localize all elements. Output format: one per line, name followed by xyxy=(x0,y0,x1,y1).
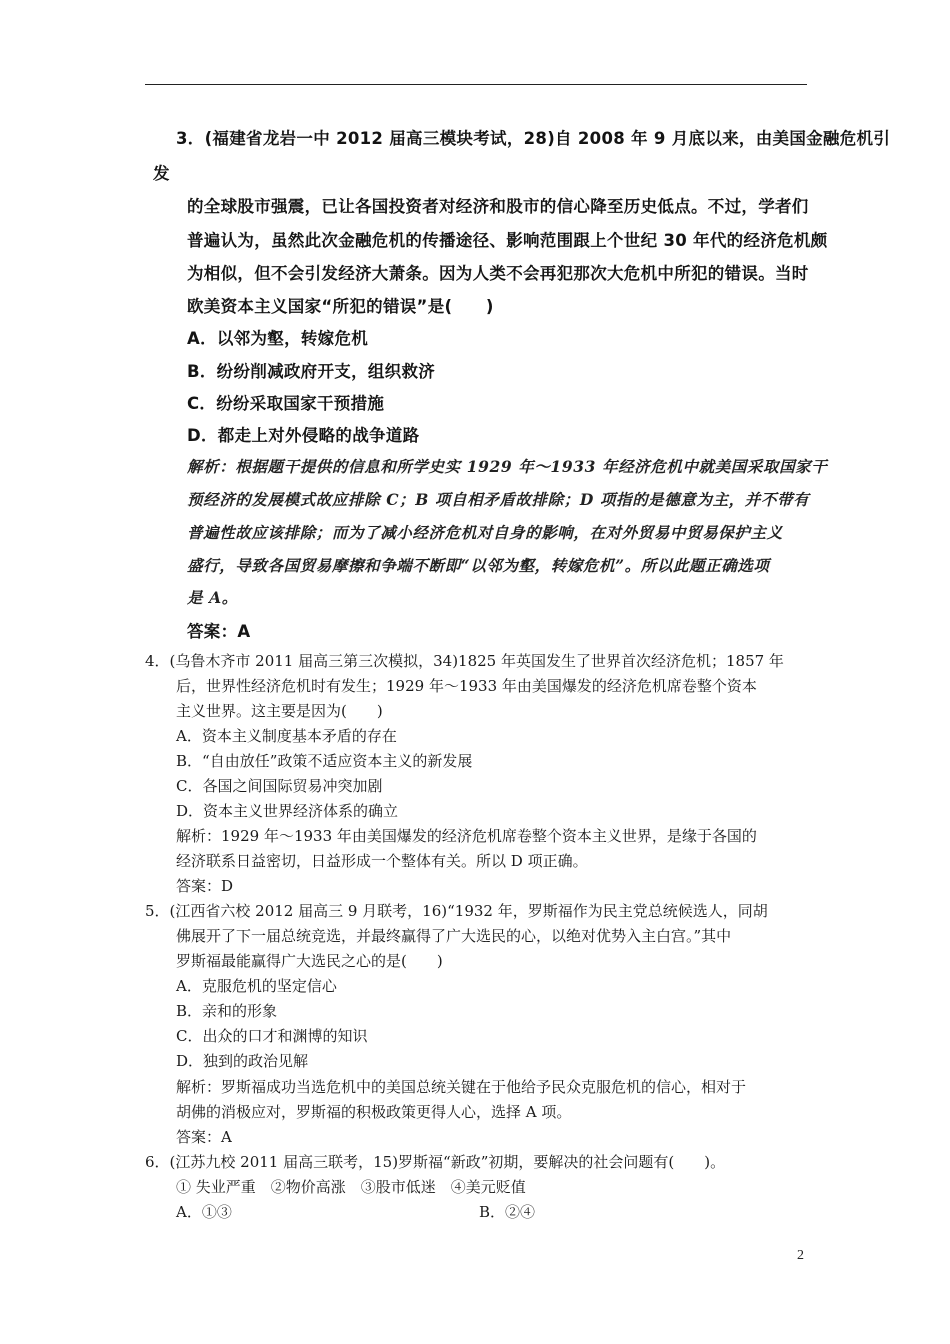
q5-stem-line1: 5．(江西省六校 2012 届高三 9 月联考，16)“1932 年，罗斯福作为民主党总统候选人，同胡 xyxy=(145,902,768,920)
q3-option-d: D．都走上对外侵略的战争道路 xyxy=(187,426,420,445)
q5-option-a: A．克服危机的坚定信心 xyxy=(176,977,337,995)
q4-answer: 答案：D xyxy=(176,877,234,895)
q3-analysis-line2: 预经济的发展模式故应排除 C；B 项自相矛盾故排除；D 项指的是德意为主，并不带有 xyxy=(187,490,810,509)
q5-analysis-line2: 胡佛的消极应对，罗斯福的积极政策更得人心，选择 A 项。 xyxy=(176,1103,572,1121)
q5-option-c: C．出众的口才和渊博的知识 xyxy=(176,1027,368,1045)
q3-analysis-line1: 解析：根据题干提供的信息和所学史实 1929 年～1933 年经济危机中就美国采取国家干 xyxy=(187,457,828,476)
q3-option-c: C．纷纷采取国家干预措施 xyxy=(187,394,385,413)
q5-option-b: B．亲和的形象 xyxy=(176,1002,278,1020)
q4-analysis-line2: 经济联系日益密切，日益形成一个整体有关。所以 D 项正确。 xyxy=(176,852,588,870)
q3-analysis-line4: 盛行，导致各国贸易摩擦和争端不断即“以邻为壑，转嫁危机”。所以此题正确选项 xyxy=(187,556,770,575)
page-number: 2 xyxy=(797,1248,804,1263)
q3-stem-line1: 3．(福建省龙岩一中 2012 届高三模块考试，28)自 2008 年 9 月底以来，由美国金融危机引 xyxy=(176,129,891,148)
q6-stem-line1: 6．(江苏九校 2011 届高三联考，15)罗斯福“新政”初期，要解决的社会问题有( )。 xyxy=(145,1153,726,1171)
q6-items: ① 失业严重 ②物价高涨 ③股市低迷 ④美元贬值 xyxy=(176,1178,526,1196)
q3-analysis-line3: 普遍性故应该排除；而为了减小经济危机对自身的影响，在对外贸易中贸易保护主义 xyxy=(187,523,783,542)
q6-option-b: B．②④ xyxy=(479,1203,536,1221)
q4-option-c: C．各国之间国际贸易冲突加剧 xyxy=(176,777,383,795)
q4-option-a: A．资本主义制度基本矛盾的存在 xyxy=(176,727,397,745)
q3-stem-line4: 普遍认为，虽然此次金融危机的传播途径、影响范围跟上个世纪 30 年代的经济危机颇 xyxy=(187,231,828,250)
q5-stem-line2: 佛展开了下一届总统竞选，并最终赢得了广大选民的心，以绝对优势入主白宫。”其中 xyxy=(176,927,732,945)
header-rule xyxy=(145,84,807,85)
q4-stem-line1: 4．(乌鲁木齐市 2011 届高三第三次模拟，34)1825 年英国发生了世界首次经济危机；1857 年 xyxy=(145,652,784,670)
q6-option-a: A．①③ xyxy=(176,1203,232,1221)
q5-option-d: D．独到的政治见解 xyxy=(176,1052,309,1070)
q4-option-d: D．资本主义世界经济体系的确立 xyxy=(176,802,399,820)
q4-stem-line3: 主义世界。这主要是因为( ) xyxy=(176,702,383,720)
q5-answer: 答案：A xyxy=(176,1128,232,1146)
q4-stem-line2: 后，世界性经济危机时有发生；1929 年～1933 年由美国爆发的经济危机席卷整个资本 xyxy=(176,677,757,695)
q3-stem-line5: 为相似，但不会引发经济大萧条。因为人类不会再犯那次大危机中所犯的错误。当时 xyxy=(187,264,809,283)
q3-option-b: B．纷纷削减政府开支，组织救济 xyxy=(187,362,436,381)
q4-option-b: B．“自由放任”政策不适应资本主义的新发展 xyxy=(176,752,473,770)
q4-analysis-line1: 解析：1929 年～1933 年由美国爆发的经济危机席卷整个资本主义世界，是缘于各国的 xyxy=(176,827,757,845)
q3-option-a: A．以邻为壑，转嫁危机 xyxy=(187,329,369,348)
q3-stem-line3: 的全球股市强震，已让各国投资者对经济和股市的信心降至历史低点。不过，学者们 xyxy=(187,197,809,216)
q5-stem-line3: 罗斯福最能赢得广大选民之心的是( ) xyxy=(176,952,443,970)
q3-answer: 答案：A xyxy=(187,622,251,641)
q3-stem-line6: 欧美资本主义国家“所犯的错误”是( ) xyxy=(187,297,494,316)
q3-stem-line2: 发 xyxy=(153,164,170,183)
q3-analysis-line5: 是 A。 xyxy=(187,588,238,607)
q5-analysis-line1: 解析：罗斯福成功当选危机中的美国总统关键在于他给予民众克服危机的信心，相对于 xyxy=(176,1078,747,1096)
